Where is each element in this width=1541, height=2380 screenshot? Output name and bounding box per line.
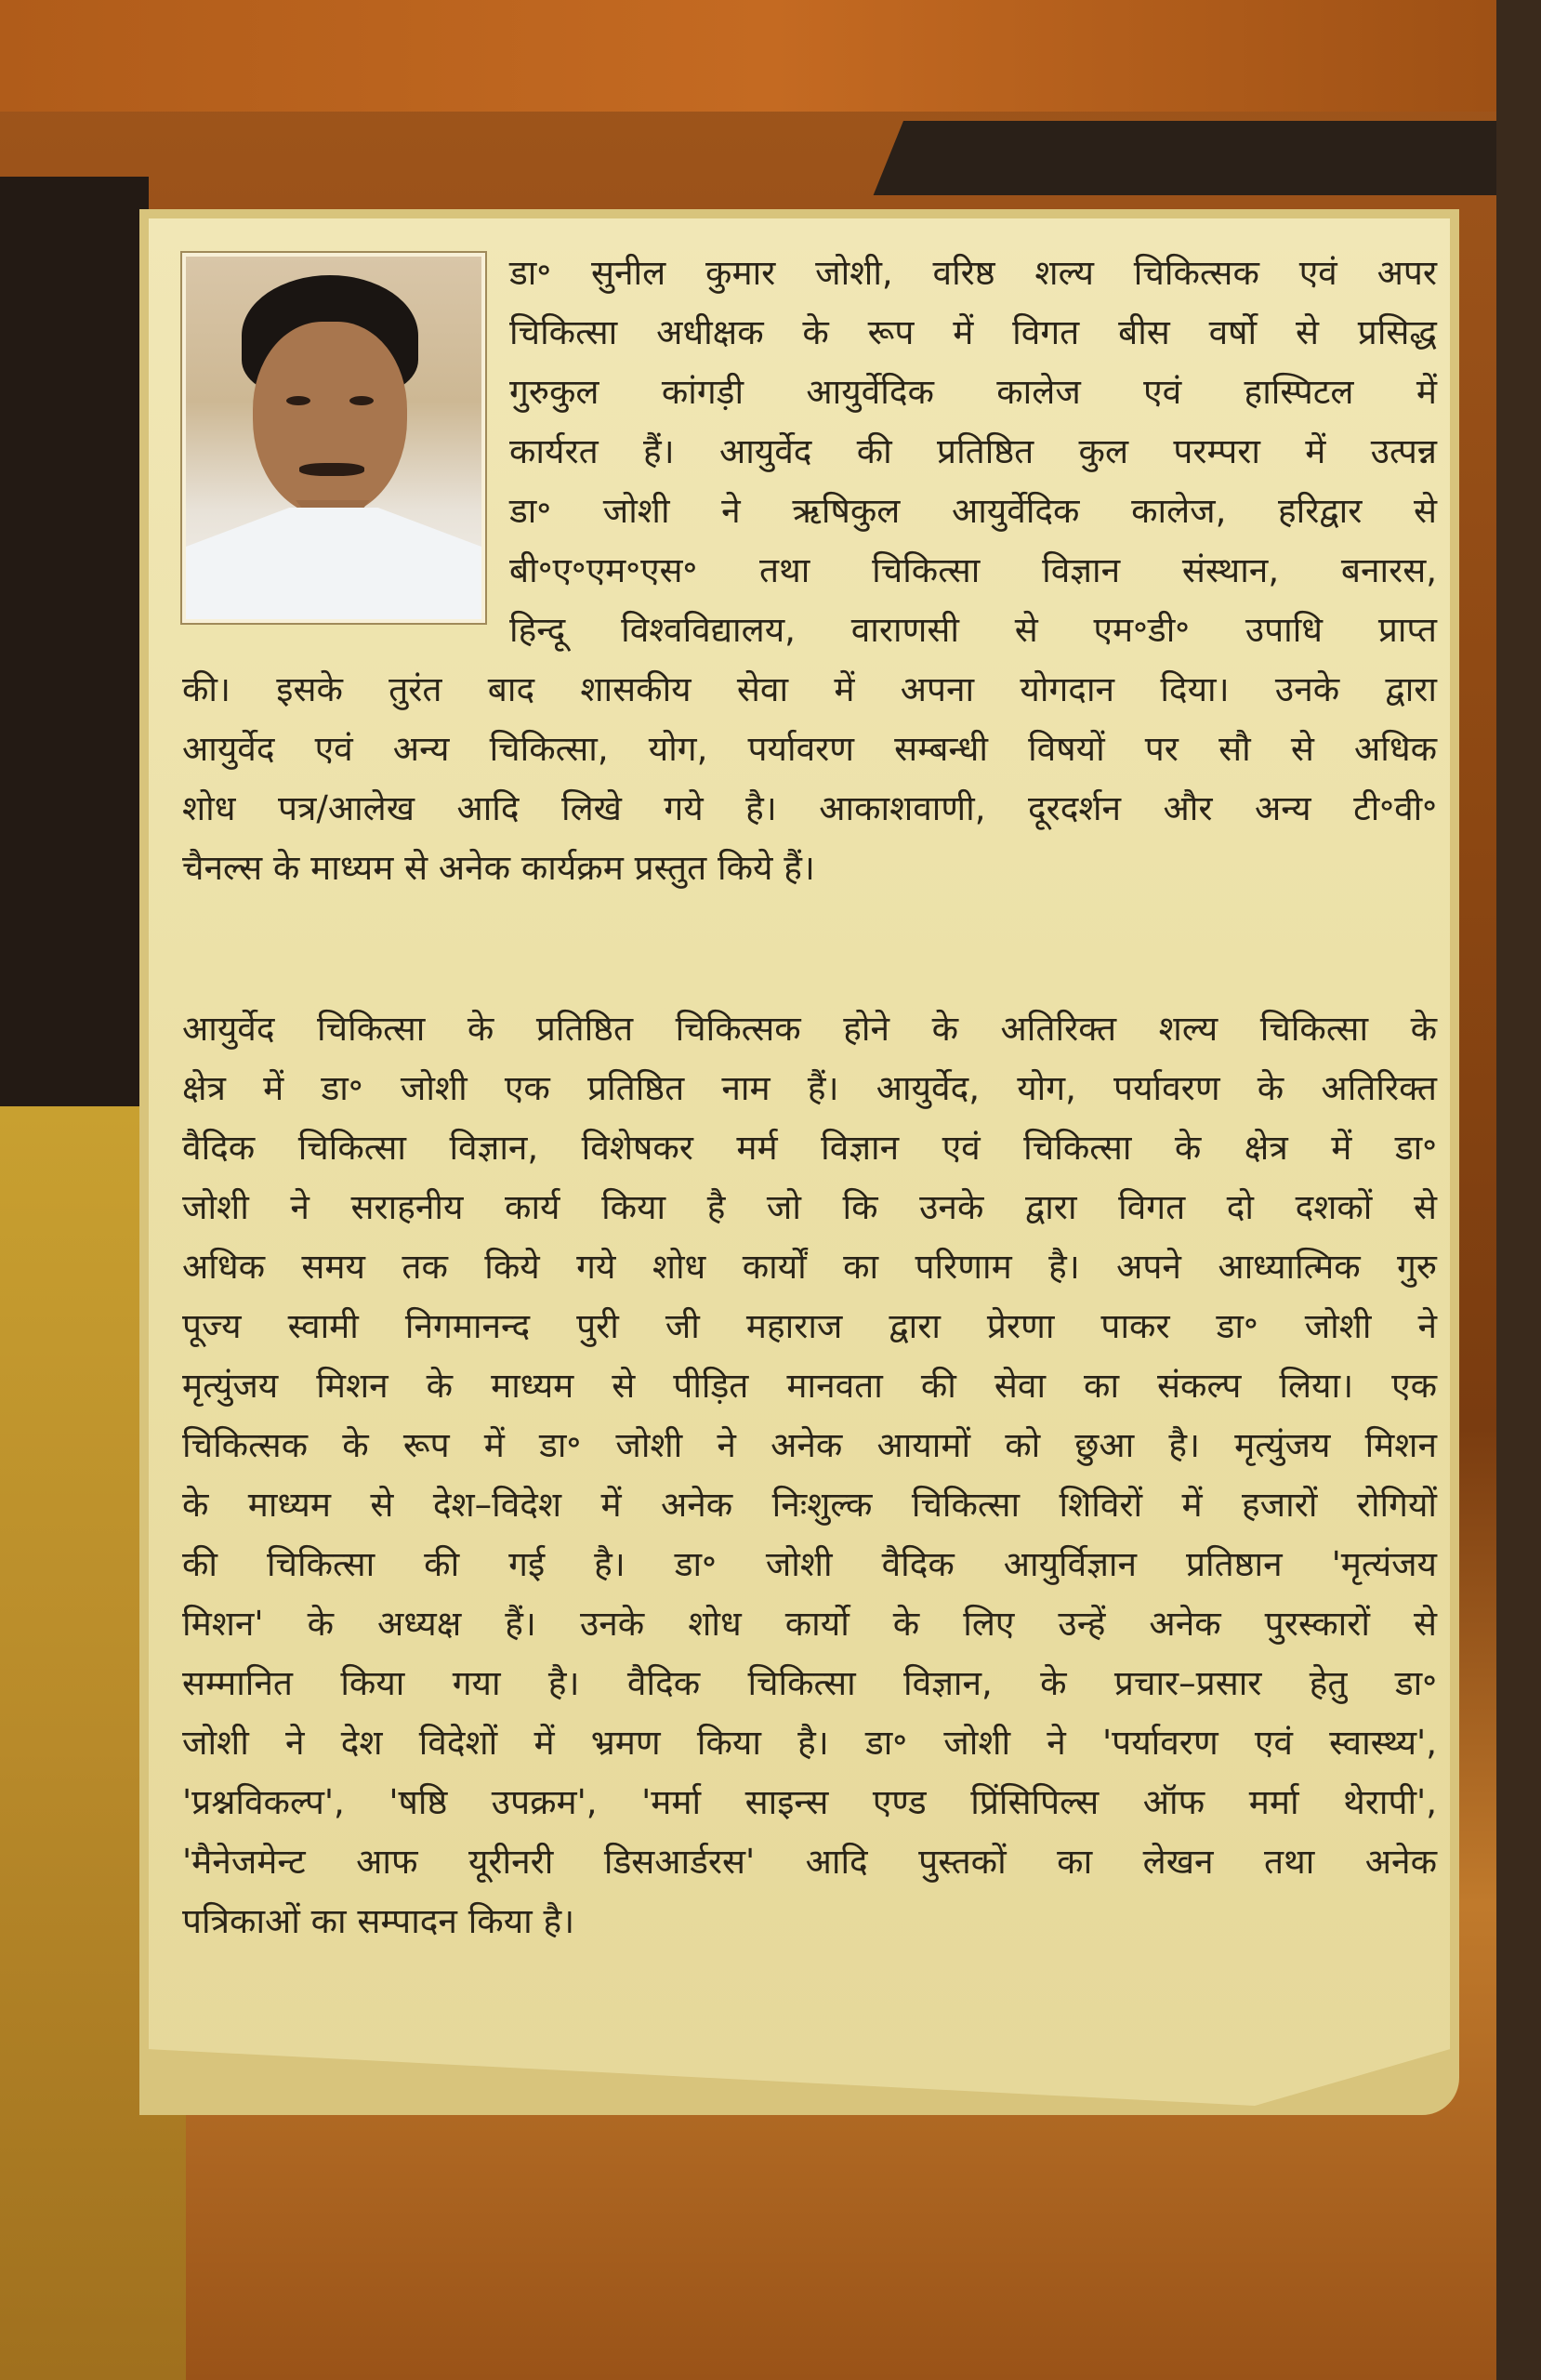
- photo-face: [253, 322, 407, 517]
- text-line: सम्मानित किया गया है। वैदिक चिकित्सा विज्ञान, के प्रचार–प्रसार हेतु डा॰: [182, 1663, 1437, 1703]
- text-line: मिशन' के अध्यक्ष हैं। उनके शोध कार्यो के लिए उन्हें अनेक पुरस्कारों से: [182, 1604, 1437, 1644]
- right-edge-strip: [1496, 0, 1541, 2380]
- text-line: चिकित्सक के रूप में डा॰ जोशी ने अनेक आयामों को छुआ है। मृत्युंजय मिशन: [182, 1425, 1437, 1465]
- left-dark-band: [0, 177, 149, 1106]
- text-line: आयुर्वेद चिकित्सा के प्रतिष्ठित चिकित्सक होने के अतिरिक्त शल्य चिकित्सा के: [182, 1009, 1437, 1049]
- text-line: वैदिक चिकित्सा विज्ञान, विशेषकर मर्म विज्ञान एवं चिकित्सा के क्षेत्र में डा॰: [182, 1128, 1437, 1168]
- text-line: की चिकित्सा की गई है। डा॰ जोशी वैदिक आयुर्विज्ञान प्रतिष्ठान 'मृत्यंजय: [182, 1544, 1437, 1584]
- bio-paragraph-2: [182, 999, 1437, 1951]
- text-line: बी॰ए॰एम॰एस॰ तथा चिकित्सा विज्ञान संस्थान, बनारस,: [509, 550, 1437, 590]
- text-line: हिन्दू विश्वविद्यालय, वाराणसी से एम॰डी॰ उपाधि प्राप्त: [509, 610, 1437, 650]
- author-photo: [182, 253, 485, 623]
- bio-paragraph-1-continued: [182, 660, 1437, 898]
- text-line: चिकित्सा अधीक्षक के रूप में विगत बीस वर्षो से प्रसिद्ध: [509, 312, 1437, 352]
- text-line: जोशी ने देश विदेशों में भ्रमण किया है। डा॰ जोशी ने 'पर्यावरण एवं स्वास्थ्य',: [182, 1723, 1437, 1763]
- text-line: डा॰ जोशी ने ऋषिकुल आयुर्वेदिक कालेज, हरिद्वार से: [509, 491, 1437, 531]
- photo-left-eye: [286, 396, 310, 405]
- text-line: की। इसके तुरंत बाद शासकीय सेवा में अपना योगदान दिया। उनके द्वारा: [182, 669, 1437, 709]
- photo-shirt: [186, 508, 481, 623]
- text-line: 'मैनेजमेन्ट आफ यूरीनरी डिसआर्डरस' आदि पुस्तकों का लेखन तथा अनेक: [182, 1842, 1437, 1882]
- text-line: डा॰ सुनील कुमार जोशी, वरिष्ठ शल्य चिकित्सक एवं अपर: [509, 253, 1437, 293]
- text-line: शोध पत्र/आलेख आदि लिखे गये है। आकाशवाणी, दूरदर्शन और अन्य टी॰वी॰: [182, 788, 1437, 828]
- top-color-band: [0, 0, 1541, 112]
- text-line: आयुर्वेद एवं अन्य चिकित्सा, योग, पर्यावरण सम्बन्धी विषयों पर सौ से अधिक: [182, 729, 1437, 769]
- text-line: के माध्यम से देश–विदेश में अनेक निःशुल्क चिकित्सा शिविरों में हजारों रोगियों: [182, 1485, 1437, 1525]
- text-line: चैनल्स के माध्यम से अनेक कार्यक्रम प्रस्तुत किये हैं।: [182, 848, 815, 888]
- text-line: 'प्रश्नविकल्प', 'षष्ठि उपक्रम', 'मर्मा साइन्स एण्ड प्रिंसिपिल्स ऑफ मर्मा थेरापी',: [182, 1782, 1437, 1822]
- text-line: पूज्य स्वामी निगमानन्द पुरी जी महाराज द्वारा प्रेरणा पाकर डा॰ जोशी ने: [182, 1306, 1437, 1346]
- text-line: अधिक समय तक किये गये शोध कार्यों का परिणाम है। अपने आध्यात्मिक गुरु: [182, 1247, 1437, 1287]
- text-line: क्षेत्र में डा॰ जोशी एक प्रतिष्ठित नाम हैं। आयुर्वेद, योग, पर्यावरण के अतिरिक्त: [182, 1068, 1437, 1108]
- photo-mustache: [299, 463, 364, 476]
- text-line: मृत्युंजय मिशन के माध्यम से पीड़ित मानवता की सेवा का संकल्प लिया। एक: [182, 1366, 1437, 1406]
- text-line: गुरुकुल कांगड़ी आयुर्वेदिक कालेज एवं हास्पिटल में: [509, 372, 1437, 412]
- bio-paragraph-1-wrapped: [509, 244, 1437, 660]
- text-line: कार्यरत हैं। आयुर्वेद की प्रतिष्ठित कुल परम्परा में उत्पन्न: [509, 431, 1437, 471]
- photo-right-eye: [349, 396, 374, 405]
- text-line: पत्रिकाओं का सम्पादन किया है।: [182, 1901, 575, 1941]
- text-line: जोशी ने सराहनीय कार्य किया है जो कि उनके द्वारा विगत दो दशकों से: [182, 1187, 1437, 1227]
